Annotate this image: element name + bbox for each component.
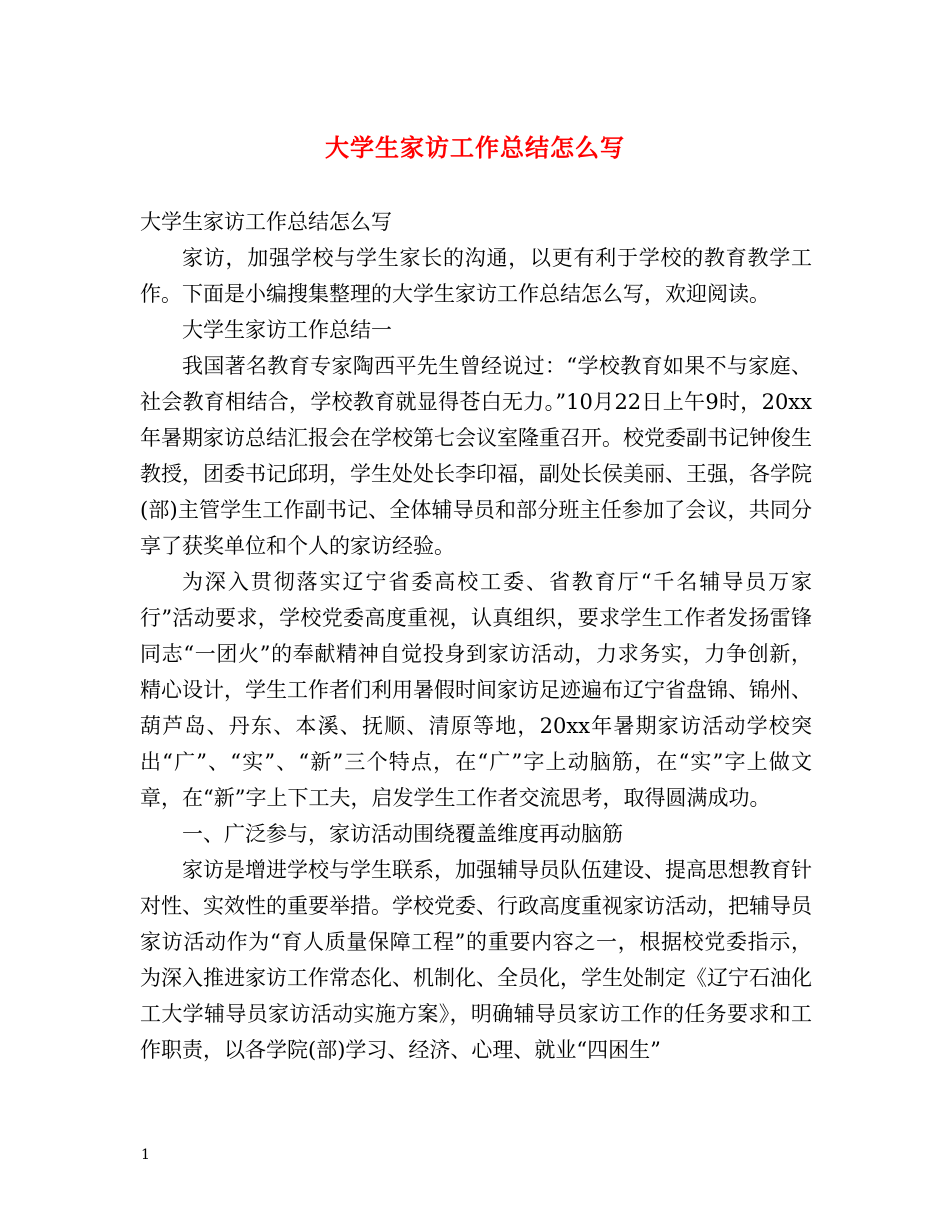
document-body [140, 204, 812, 1068]
paragraph-subheading: 一、广泛参与，家访活动围绕覆盖维度再动脑筋 [182, 822, 623, 846]
paragraph-quote: 我国著名教育专家陶西平先生曾经说过：“学校教育如果不与家庭、社会教育相结合，学校教育就显得苍白无力。”10月22日上午9时，20xx年暑期家访总结汇报会在学校第七会议室隆重召开。校党委副书记钟俊生教授，团委书记邱玥，学生处处长李印福，副处长侯美丽、王强，各学院(部)主管学生工作副书记、全体辅导员和部分班主任参加了会议，共同分享了获奖单位和个人的家访经验。 [140, 354, 812, 558]
paragraph-heading: 大学生家访工作总结怎么写 [140, 210, 392, 234]
paragraph-activity: 为深入贯彻落实辽宁省委高校工委、省教育厅“千名辅导员万家行”活动要求，学校党委高度重视，认真组织，要求学生工作者发扬雷锋同志“一团火”的奉献精神自觉投身到家访活动，力求务实，力争创新，精心设计，学生工作者们利用暑假时间家访足迹遍布辽宁省盘锦、锦州、葫芦岛、丹东、本溪、抚顺、清原等地，20xx年暑期家访活动学校突出“广”、“实”、“新”三个特点，在“广”字上动脑筋，在“实”字上做文章，在“新”字上下工夫，启发学生工作者交流思考，取得圆满成功。 [140, 570, 812, 810]
paragraph-section-title: 大学生家访工作总结一 [182, 318, 392, 342]
document-title: 大学生家访工作总结怎么写 [325, 133, 625, 162]
paragraph-details: 家访是增进学校与学生联系，加强辅导员队伍建设、提高思想教育针对性、实效性的重要举措。学校党委、行政高度重视家访活动，把辅导员家访活动作为“育人质量保障工程”的重要内容之一，根据校党委指示，为深入推进家访工作常态化、机制化、全员化，学生处制定《辽宁石油化工大学辅导员家访活动实施方案》，明确辅导员家访工作的任务要求和工作职责，以各学院(部)学习、经济、心理、就业“四困生” [140, 858, 812, 1062]
page-number: 1 [141, 1147, 150, 1163]
paragraph-intro: 家访，加强学校与学生家长的沟通，以更有利于学校的教育教学工作。下面是小编搜集整理的大学生家访工作总结怎么写，欢迎阅读。 [140, 246, 812, 306]
